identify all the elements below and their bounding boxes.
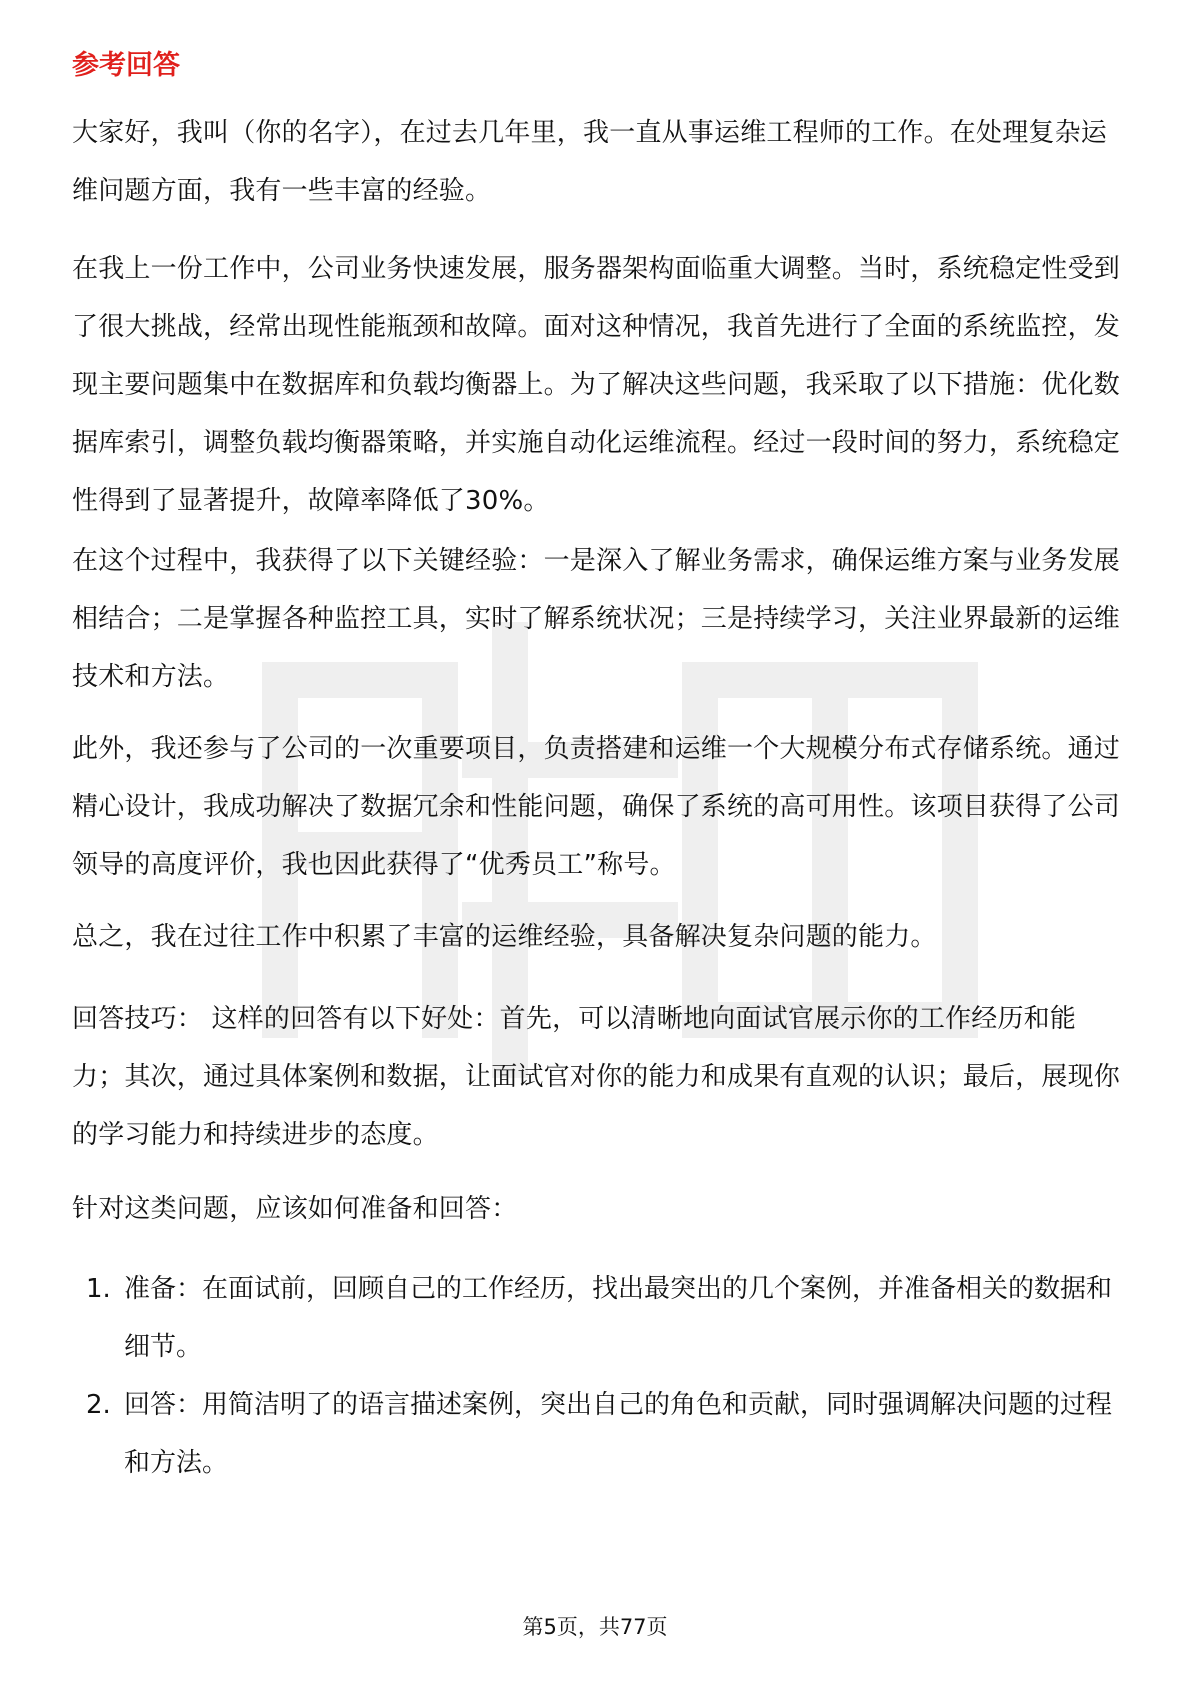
list-item <box>72 1260 1122 1376</box>
intro-paragraph: 大家好，我叫（你的名字），在过去几年里，我一直从事运维工程师的工作。在处理复杂运维问题方面，我有一些丰富的经验。 <box>72 118 1108 206</box>
lessons-paragraph: 在这个过程中，我获得了以下关键经验：一是深入了解业务需求，确保运维方案与业务发展相结合；二是掌握各种监控工具，实时了解系统状况；三是持续学习，关注业界最新的运维技术和方法。 <box>72 546 1121 692</box>
list-item-text: 回答：用简洁明了的语言描述案例，突出自己的角色和贡献，同时强调解决问题的过程和方法。 <box>124 1390 1113 1478</box>
summary-paragraph: 总之，我在过往工作中积累了丰富的运维经验，具备解决复杂问题的能力。 <box>72 922 937 952</box>
experience-paragraph: 在我上一份工作中，公司业务快速发展，服务器架构面临重大调整。当时，系统稳定性受到了很大挑战，经常出现性能瓶颈和故障。面对这种情况，我首先进行了全面的系统监控，发现主要问题集中在数据库和负载均衡器上。为了解决这些问题，我采取了以下措施：优化数据库索引，调整负载均衡器策略，并实施自动化运维流程。经过一段时间的努力，系统稳定性得到了显著提升，故障率降低了30%。 <box>72 254 1121 516</box>
list-item <box>72 1376 1122 1492</box>
prep-list <box>72 1260 1122 1492</box>
list-item-number: 2. <box>86 1390 111 1420</box>
prep-intro-paragraph: 针对这类问题，应该如何准备和回答： <box>72 1194 518 1224</box>
list-item-number: 1. <box>86 1274 111 1304</box>
page-footer: 第5页，共77页 <box>522 1615 668 1639</box>
project-paragraph: 此外，我还参与了公司的一次重要项目，负责搭建和运维一个大规模分布式存储系统。通过精心设计，我成功解决了数据冗余和性能问题，确保了系统的高可用性。该项目获得了公司领导的高度评价，我也因此获得了“优秀员工”称号。 <box>72 734 1121 880</box>
section-heading: 参考回答 <box>72 50 180 81</box>
tips-paragraph: 回答技巧： 这样的回答有以下好处：首先，可以清晰地向面试官展示你的工作经历和能力；其次，通过具体案例和数据，让面试官对你的能力和成果有直观的认识；最后，展现你的学习能力和持续进步的态度。 <box>72 1004 1121 1150</box>
list-item-text: 准备：在面试前，回顾自己的工作经历，找出最突出的几个案例，并准备相关的数据和细节。 <box>124 1274 1113 1362</box>
